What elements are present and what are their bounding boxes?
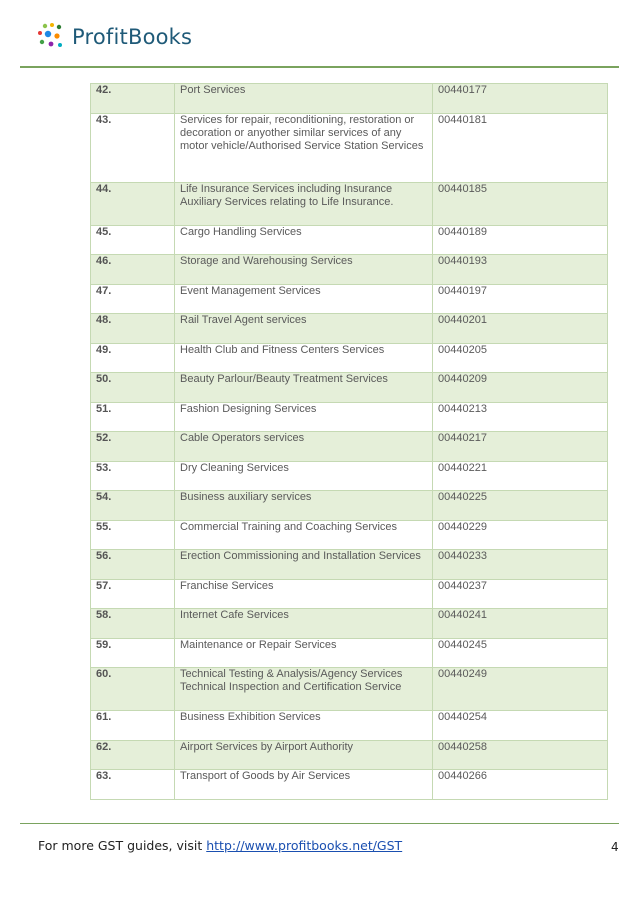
service-code: 00440225 bbox=[433, 491, 608, 521]
table-row bbox=[91, 84, 608, 114]
row-number: 59. bbox=[91, 639, 175, 668]
service-code: 00440193 bbox=[433, 255, 608, 285]
service-description: Transport of Goods by Air Services bbox=[175, 770, 433, 800]
row-number: 42. bbox=[91, 84, 175, 114]
table-row bbox=[91, 432, 608, 462]
row-number: 48. bbox=[91, 314, 175, 344]
service-description: Airport Services by Airport Authority bbox=[175, 741, 433, 770]
table-row bbox=[91, 344, 608, 373]
service-code: 00440201 bbox=[433, 314, 608, 344]
logo-dots-icon bbox=[37, 22, 67, 52]
table-row bbox=[91, 580, 608, 609]
service-description: Erection Commissioning and Installation Services bbox=[175, 550, 433, 580]
row-number: 44. bbox=[91, 183, 175, 226]
service-description: Internet Cafe Services bbox=[175, 609, 433, 639]
service-description: Services for repair, reconditioning, restoration or decoration or anyother similar services of any motor vehicle/Authorised Service Station Services bbox=[175, 114, 433, 183]
row-number: 56. bbox=[91, 550, 175, 580]
row-number: 47. bbox=[91, 285, 175, 314]
service-code: 00440217 bbox=[433, 432, 608, 462]
service-description: Fashion Designing Services bbox=[175, 403, 433, 432]
row-number: 55. bbox=[91, 521, 175, 550]
row-number: 50. bbox=[91, 373, 175, 403]
table-row bbox=[91, 226, 608, 255]
table-row bbox=[91, 770, 608, 800]
table-row bbox=[91, 639, 608, 668]
service-description: Storage and Warehousing Services bbox=[175, 255, 433, 285]
service-description: Commercial Training and Coaching Services bbox=[175, 521, 433, 550]
service-description: Port Services bbox=[175, 84, 433, 114]
service-description: Maintenance or Repair Services bbox=[175, 639, 433, 668]
row-number: 57. bbox=[91, 580, 175, 609]
service-description: Rail Travel Agent services bbox=[175, 314, 433, 344]
row-number: 58. bbox=[91, 609, 175, 639]
row-number: 52. bbox=[91, 432, 175, 462]
row-number: 51. bbox=[91, 403, 175, 432]
service-code: 00440266 bbox=[433, 770, 608, 800]
row-number: 45. bbox=[91, 226, 175, 255]
service-code: 00440237 bbox=[433, 580, 608, 609]
service-description: Business auxiliary services bbox=[175, 491, 433, 521]
service-code: 00440241 bbox=[433, 609, 608, 639]
service-code: 00440258 bbox=[433, 741, 608, 770]
service-code: 00440245 bbox=[433, 639, 608, 668]
service-code: 00440249 bbox=[433, 668, 608, 711]
service-code: 00440205 bbox=[433, 344, 608, 373]
footer-divider bbox=[20, 823, 619, 824]
footer-prefix: For more GST guides, visit bbox=[38, 838, 207, 853]
table-row bbox=[91, 521, 608, 550]
service-description: Technical Testing & Analysis/Agency Services Technical Inspection and Certification Service bbox=[175, 668, 433, 711]
service-description: Cable Operators services bbox=[175, 432, 433, 462]
gst-services-table bbox=[90, 83, 608, 800]
service-code: 00440233 bbox=[433, 550, 608, 580]
page-number: 4 bbox=[611, 840, 619, 854]
service-code: 00440185 bbox=[433, 183, 608, 226]
service-code: 00440209 bbox=[433, 373, 608, 403]
service-code: 00440177 bbox=[433, 84, 608, 114]
service-code: 00440213 bbox=[433, 403, 608, 432]
table-row bbox=[91, 711, 608, 741]
service-code: 00440254 bbox=[433, 711, 608, 741]
service-description: Health Club and Fitness Centers Services bbox=[175, 344, 433, 373]
table-row bbox=[91, 403, 608, 432]
service-code: 00440189 bbox=[433, 226, 608, 255]
table-row bbox=[91, 550, 608, 580]
table-row bbox=[91, 114, 608, 183]
service-description: Cargo Handling Services bbox=[175, 226, 433, 255]
service-code: 00440221 bbox=[433, 462, 608, 491]
row-number: 46. bbox=[91, 255, 175, 285]
brand-name: ProfitBooks bbox=[72, 25, 193, 49]
service-code: 00440197 bbox=[433, 285, 608, 314]
table-row bbox=[91, 462, 608, 491]
row-number: 54. bbox=[91, 491, 175, 521]
service-code: 00440229 bbox=[433, 521, 608, 550]
service-code: 00440181 bbox=[433, 114, 608, 183]
table-row bbox=[91, 285, 608, 314]
page-header bbox=[0, 0, 638, 68]
table-row bbox=[91, 668, 608, 711]
table-row bbox=[91, 609, 608, 639]
row-number: 62. bbox=[91, 741, 175, 770]
row-number: 43. bbox=[91, 114, 175, 183]
table-row bbox=[91, 373, 608, 403]
footer-note bbox=[38, 838, 402, 853]
table-row bbox=[91, 314, 608, 344]
service-description: Event Management Services bbox=[175, 285, 433, 314]
service-description: Business Exhibition Services bbox=[175, 711, 433, 741]
table-body bbox=[91, 84, 608, 800]
row-number: 63. bbox=[91, 770, 175, 800]
row-number: 53. bbox=[91, 462, 175, 491]
row-number: 61. bbox=[91, 711, 175, 741]
table-row bbox=[91, 491, 608, 521]
profitbooks-logo[interactable] bbox=[37, 20, 192, 54]
header-divider bbox=[20, 66, 619, 68]
row-number: 60. bbox=[91, 668, 175, 711]
table-row bbox=[91, 255, 608, 285]
service-description: Franchise Services bbox=[175, 580, 433, 609]
table-row bbox=[91, 741, 608, 770]
service-description: Life Insurance Services including Insurance Auxiliary Services relating to Life Insurance. bbox=[175, 183, 433, 226]
service-description: Beauty Parlour/Beauty Treatment Services bbox=[175, 373, 433, 403]
row-number: 49. bbox=[91, 344, 175, 373]
table-row bbox=[91, 183, 608, 226]
gst-guides-link[interactable]: http://www.profitbooks.net/GST bbox=[206, 838, 403, 853]
service-description: Dry Cleaning Services bbox=[175, 462, 433, 491]
